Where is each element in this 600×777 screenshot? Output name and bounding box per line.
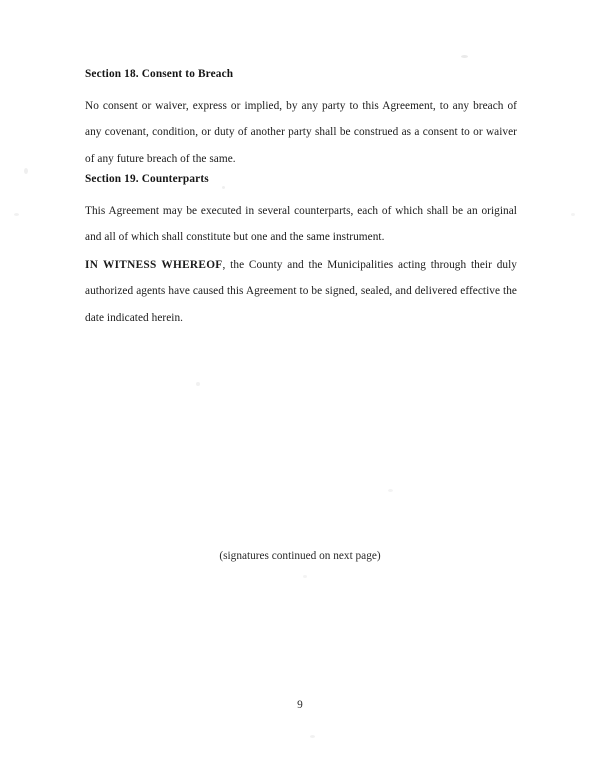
scan-speck — [303, 575, 307, 578]
section-19-heading: Section 19. Counterparts — [85, 173, 209, 185]
scan-speck — [310, 735, 315, 738]
scan-speck — [14, 213, 19, 216]
witness-clause-lead: IN WITNESS WHEREOF — [85, 259, 223, 271]
section-19-body: This Agreement may be executed in several counterparts, each of which shall be an original and all of which shall constitute but one and the same instrument. — [85, 205, 517, 244]
scan-speck — [24, 168, 28, 174]
scan-speck — [388, 489, 393, 492]
page-number: 9 — [297, 699, 303, 711]
scan-speck — [222, 186, 225, 189]
signatures-continued-note: (signatures continued on next page) — [219, 550, 381, 562]
witness-clause-body: , the County and the Municipalities acting through their duly authorized agents have caused this Agreement to be signed, sealed, and delivered effective the date indicated herein. — [85, 259, 517, 324]
section-18-heading: Section 18. Consent to Breach — [85, 68, 234, 80]
witness-clause — [85, 252, 517, 331]
section-18-body: No consent or waiver, express or implied, by any party to this Agreement, to any breach of any covenant, condition, or duty of another party shall be construed as a consent to or waiver of any future breach of the same. — [85, 100, 517, 165]
scan-speck — [196, 382, 200, 386]
scan-speck — [461, 55, 468, 58]
scan-speck — [571, 213, 575, 216]
